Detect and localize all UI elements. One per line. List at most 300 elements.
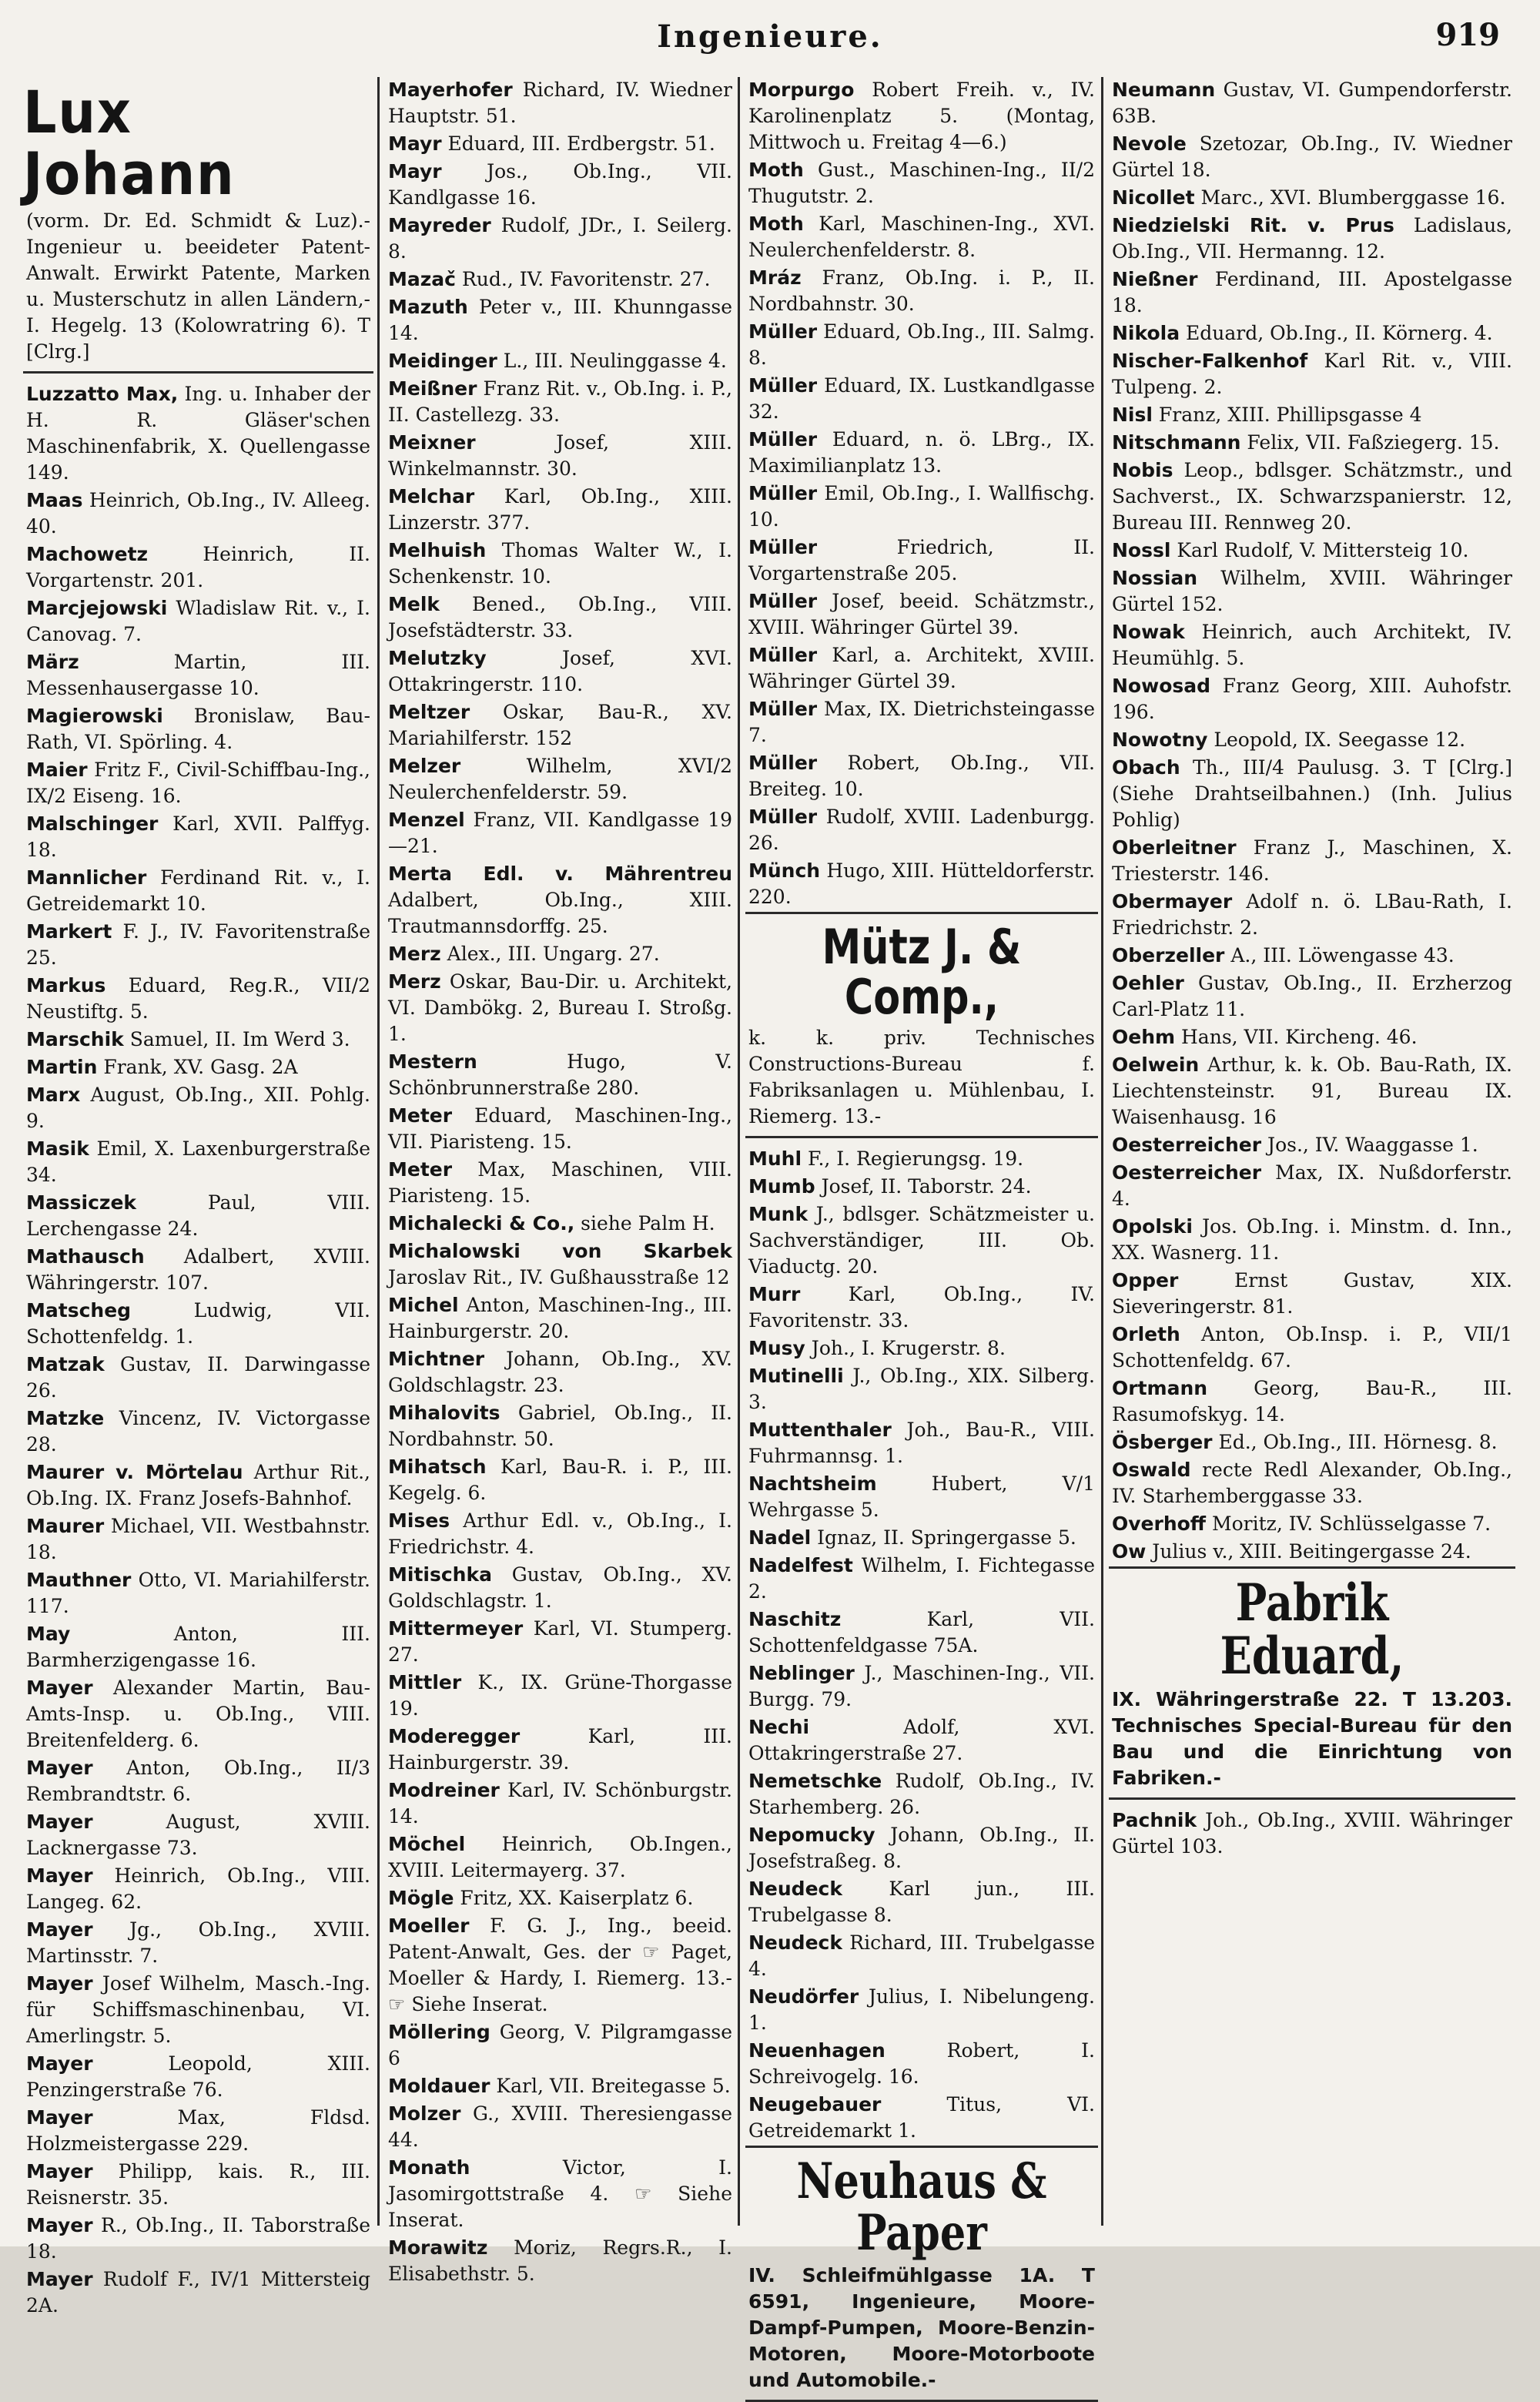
- directory-entry: [1109, 457, 1515, 536]
- entry-text: Johann, Ob.Ing., XV. Goldschlagstr. 23.: [388, 1348, 732, 1396]
- entry-text: Wilhelm, XVIII. Währinger Gürtel 152.: [1112, 567, 1512, 615]
- entry-name: Mises: [388, 1509, 450, 1532]
- entry-text: Rudolf, Ob.Ing., IV. Starhemberg. 26.: [748, 1770, 1095, 1819]
- directory-entry: [23, 1352, 373, 1404]
- entry-name: Nowosad: [1112, 675, 1211, 697]
- entry-name: Mayer: [26, 1756, 93, 1779]
- entry-text: Georg, V. Pilgramgasse 6: [388, 2021, 732, 2069]
- entry-name: Maurer: [26, 1514, 105, 1537]
- entry-name: Luzzatto Max,: [26, 382, 179, 405]
- entry-text: Karl Rit. v., VIII. Tulpeng. 2.: [1112, 350, 1512, 398]
- directory-entry: [23, 1863, 373, 1915]
- directory-entry: [23, 487, 373, 540]
- entry-name: Mayr: [388, 160, 442, 183]
- entry-text: Max, Maschinen, VIII. Piaristeng. 15.: [388, 1158, 732, 1207]
- entry-name: Münch: [748, 859, 821, 882]
- entry-text: Max, IX. Nußdorferstr. 4.: [1112, 1161, 1512, 1210]
- entry-text: Ludwig, VII. Schottenfeldg. 1.: [26, 1298, 370, 1348]
- directory-entry: [1109, 970, 1515, 1023]
- entry-text: Alex., III. Ungarg. 27.: [440, 943, 660, 965]
- entry-name: Nechi: [748, 1716, 810, 1739]
- entry-text: Ferdinand Rit. v., I. Getreidemarkt 10.: [26, 866, 370, 915]
- directory-entry: [1109, 1132, 1515, 1158]
- entry-text: L., III. Neulinggasse 4.: [497, 350, 727, 372]
- directory-entry: [23, 811, 373, 863]
- directory-entry: [745, 1417, 1098, 1469]
- entry-name: Neudeck: [748, 1878, 842, 1901]
- entry-name: Meter: [388, 1104, 453, 1127]
- entry-name: Mutinelli: [748, 1365, 844, 1388]
- entry-name: Moth: [748, 159, 804, 181]
- entry-name: Oswald: [1112, 1459, 1191, 1481]
- entry-text: Moriz, Regrs.R., I. Elisabethstr. 5.: [388, 2236, 732, 2285]
- directory-entry: [745, 319, 1098, 371]
- entry-name: Ösberger: [1112, 1431, 1213, 1453]
- entry-text: Jaroslav Rit., IV. Gußhausstraße 12: [388, 1266, 730, 1288]
- entry-text: Adalbert, Ob.Ing., XIII. Trautmannsdorffg. 25.: [388, 889, 732, 937]
- entry-name: Oelwein: [1112, 1054, 1200, 1076]
- entry-text: Arthur Edl. v., Ob.Ing., I. Friedrichstr. 4.: [388, 1509, 732, 1558]
- entry-text: Karl, IV. Schönburgstr. 14.: [388, 1779, 732, 1827]
- directory-entry: [745, 1335, 1098, 1362]
- directory-entry: [1109, 1268, 1515, 1320]
- entry-name: Nicollet: [1112, 186, 1195, 209]
- directory-entry: [385, 1292, 735, 1345]
- entry-text: Wilhelm, XVI/2 Neulerchenfelderstr. 59.: [388, 755, 732, 803]
- entry-text: Robert Freih. v., IV. Karolinenplatz 5. (Montag, Mittwoch u. Freitag 4—6.): [748, 79, 1095, 153]
- entry-text: Moritz, IV. Schlüsselgasse 7.: [1206, 1513, 1491, 1535]
- entry-text: Anton, III. Barmherzigengasse 16.: [26, 1622, 370, 1671]
- directory-entry: [745, 1174, 1098, 1200]
- directory-entry: [23, 1027, 373, 1053]
- directory-entry: [385, 1400, 735, 1452]
- directory-entry: [385, 2019, 735, 2072]
- directory-entry: [23, 2159, 373, 2211]
- entry-name: Moth: [748, 213, 804, 235]
- directory-entry: [1109, 185, 1515, 211]
- entry-name: Menzel: [388, 809, 465, 831]
- page-title: Ingenieure.: [657, 18, 883, 55]
- entry-text: Franz Rit. v., Ob.Ing. i. P., II. Castellezg. 33.: [388, 377, 732, 426]
- directory-entry: [745, 1525, 1098, 1551]
- entry-text: Karl, VII. Schottenfeldgasse 75A.: [748, 1608, 1095, 1657]
- directory-entry: [385, 2235, 735, 2287]
- entry-name: Marcjejowski: [26, 596, 168, 619]
- entry-name: Molzer: [388, 2102, 461, 2125]
- entry-name: Nadelfest: [748, 1554, 853, 1577]
- entry-name: Nossl: [1112, 539, 1171, 561]
- column-4: [1109, 77, 1515, 2229]
- entry-text: Heinrich, Ob.Ing., IV. Alleeg. 40.: [26, 488, 370, 538]
- entry-name: Neudeck: [748, 1931, 842, 1955]
- directory-entry: [1109, 755, 1515, 833]
- ad-headline: Neuhaus & Paper: [796, 2152, 1047, 2263]
- entry-text: Fritz, XX. Kaiserplatz 6.: [454, 1887, 694, 1909]
- entry-text: J., bdlsger. Schätzmeister u. Sachverständiger, III. Ob. Viaductg. 20.: [748, 1203, 1095, 1278]
- entry-name: Oesterreicher: [1112, 1161, 1262, 1184]
- ad-headline: Pabrik Eduard,: [1220, 1573, 1404, 1687]
- entry-text: Franz Georg, XIII. Auhofstr. 196.: [1112, 675, 1512, 723]
- entry-text: Eduard, IX. Lustkandlgasse 32.: [748, 374, 1095, 423]
- directory-entry: [1109, 889, 1515, 941]
- entry-name: Maurer v. Mörtelau: [26, 1460, 243, 1483]
- directory-entry: [1109, 673, 1515, 725]
- directory-entry: [23, 1190, 373, 1242]
- entry-text: Max, Fldsd. Holzmeistergasse 229.: [26, 2106, 370, 2155]
- directory-entry: [385, 2155, 735, 2233]
- directory-entry: [1109, 538, 1515, 564]
- entry-name: Niedzielski Rit. v. Prus: [1112, 214, 1394, 236]
- directory-entry: [745, 427, 1098, 479]
- directory-entry: [23, 1054, 373, 1080]
- entry-text: Jos., IV. Waaggasse 1.: [1261, 1134, 1478, 1156]
- entry-name: Mauthner: [26, 1568, 132, 1591]
- entry-text: Fritz F., Civil-Schiffbau-Ing., IX/2 Eiseng. 16.: [26, 758, 370, 807]
- entry-text: Gabriel, Ob.Ing., II. Nordbahnstr. 50.: [388, 1402, 732, 1450]
- entry-text: Peter v., III. Khunngasse 14.: [388, 296, 732, 344]
- entry-name: Müller: [748, 806, 818, 828]
- directory-entry: [385, 159, 735, 211]
- entry-name: Möchel: [388, 1833, 466, 1855]
- entry-name: Muhl: [748, 1147, 802, 1171]
- directory-entry: [23, 2105, 373, 2157]
- directory-entry: [385, 591, 735, 644]
- directory-entry: [385, 753, 735, 806]
- entry-name: Marx: [26, 1083, 81, 1106]
- directory-entry: [1109, 835, 1515, 887]
- entry-name: Markus: [26, 973, 106, 997]
- entry-name: Müller: [748, 590, 818, 612]
- entry-name: Marschik: [26, 1027, 124, 1050]
- entry-name: Nevole: [1112, 132, 1187, 155]
- column-divider: [738, 77, 740, 2226]
- entry-name: Overhoff: [1112, 1513, 1207, 1535]
- entry-name: Mathausch: [26, 1245, 145, 1268]
- entry-text: Max, IX. Dietrichsteingasse 7.: [748, 698, 1095, 746]
- entry-text: Bronislaw, Bau-Rath, VI. Spörling. 4.: [26, 704, 370, 753]
- column-2: [385, 77, 735, 2285]
- directory-entry: [23, 1567, 373, 1620]
- entry-name: Mayer: [26, 1810, 93, 1833]
- entry-text: Hugo, V. Schönbrunnerstraße 280.: [388, 1050, 732, 1099]
- directory-entry: [745, 1201, 1098, 1280]
- entry-name: Melzer: [388, 755, 461, 777]
- directory-entry: [745, 858, 1098, 910]
- entry-text: Richard, IV. Wiedner Hauptstr. 51.: [388, 79, 732, 127]
- directory-entry: [385, 1211, 735, 1237]
- entry-name: Nowak: [1112, 621, 1185, 643]
- entry-text: Arthur Rit., Ob.Ing. IX. Franz Josefs-Bahnhof.: [26, 1460, 370, 1509]
- entry-name: Moldauer: [388, 2075, 490, 2097]
- entry-name: Mazuth: [388, 296, 468, 318]
- entry-text: Emil, X. Laxenburgerstraße 34.: [26, 1137, 370, 1186]
- directory-entry: [385, 538, 735, 590]
- entry-text: F., I. Regierungsg. 19.: [802, 1147, 1024, 1171]
- entry-name: Meixner: [388, 431, 476, 454]
- entry-text: Marc., XVI. Blumberggasse 16.: [1194, 186, 1506, 209]
- entry-text: Julius, I. Nibelungeng. 1.: [748, 1985, 1095, 2035]
- entry-list: [1109, 77, 1515, 1565]
- ad-text: k. k. priv. Technisches Constructions-Bureau f. Fabriksanlagen u. Mühlenbau, I. Riemerg. 13.-: [748, 1027, 1095, 1128]
- entry-text: Oskar, Bau-Dir. u. Architekt, VI. Dambökg. 2, Bureau I. Stroßg. 1.: [388, 970, 732, 1045]
- entry-name: Muttenthaler: [748, 1419, 892, 1442]
- entry-text: Emil, Ob.Ing., I. Wallfischg. 10.: [748, 482, 1095, 531]
- entry-name: Oehler: [1112, 972, 1184, 994]
- entry-name: Müller: [748, 482, 818, 504]
- directory-entry: [23, 1459, 373, 1512]
- entry-name: Machowetz: [26, 542, 149, 565]
- directory-entry: [1109, 619, 1515, 672]
- directory-entry: [385, 1049, 735, 1101]
- directory-entry: [385, 1885, 735, 1911]
- directory-entry: [385, 861, 735, 940]
- entry-name: Mayerhofer: [388, 79, 513, 101]
- entry-text: Anton, Ob.Ing., II/3 Rembrandtstr. 6.: [26, 1756, 370, 1805]
- entry-name: Matzke: [26, 1406, 105, 1429]
- directory-entry: [1109, 213, 1515, 265]
- directory-entry: [23, 1082, 373, 1134]
- directory-entry: [1109, 1375, 1515, 1428]
- directory-entry: [745, 77, 1098, 156]
- directory-entry: [1109, 320, 1515, 347]
- page-number: 919: [1435, 17, 1500, 53]
- entry-text: G., XVIII. Theresiengasse 44.: [388, 2102, 732, 2151]
- directory-entry: [385, 1238, 735, 1291]
- directory-entry: [1109, 348, 1515, 400]
- column-1: [23, 77, 373, 2317]
- ad-headline: Lux Johann: [23, 78, 236, 208]
- ad-text: (vorm. Dr. Ed. Schmidt & Luz).-Ingenieur u. beeideter Patent-Anwalt. Erwirkt Patente, Marken u. Musterschutz in allen Ländern,- I. Hegelg. 13 (Kolowratring 6). T [Clrg.]: [26, 209, 370, 363]
- entry-name: Mayer: [26, 1972, 93, 1995]
- directory-entry: [385, 1724, 735, 1776]
- directory-entry: [23, 1917, 373, 1969]
- entry-text: Joh., Bau-R., VIII. Fuhrmannsg. 1.: [748, 1419, 1095, 1468]
- entry-name: Modreiner: [388, 1779, 500, 1801]
- entry-text: Franz, XIII. Phillipsgasse 4: [1152, 404, 1422, 426]
- entry-text: Hubert, V/1 Wehrgasse 5.: [748, 1472, 1095, 1522]
- entry-text: Eduard, n. ö. LBrg., IX. Maximilianplatz 13.: [748, 428, 1095, 477]
- directory-entry: [745, 1146, 1098, 1172]
- entry-name: Müller: [748, 320, 818, 343]
- page-header: [0, 14, 1540, 60]
- directory-entry: [23, 1675, 373, 1754]
- entry-name: Meißner: [388, 377, 477, 400]
- entry-text: Gustav, Ob.Ing., XV. Goldschlagstr. 1.: [388, 1563, 732, 1612]
- entry-text: J., Maschinen-Ing., VII. Burgg. 79.: [748, 1662, 1095, 1711]
- entry-text: Eduard, III. Erdbergstr. 51.: [441, 132, 715, 155]
- entry-name: Ortmann: [1112, 1377, 1208, 1399]
- entry-name: Markert: [26, 920, 112, 943]
- entry-name: Morawitz: [388, 2236, 488, 2259]
- directory-entry: [745, 211, 1098, 263]
- entry-name: Mannlicher: [26, 866, 147, 889]
- entry-name: Neugebauer: [748, 2093, 882, 2116]
- entry-name: Meidinger: [388, 350, 497, 372]
- directory-entry: [385, 213, 735, 265]
- directory-entry: [745, 265, 1098, 317]
- entry-text: Alexander Martin, Bau-Amts-Insp. u. Ob.Ing., VIII. Breitenfelderg. 6.: [26, 1676, 370, 1751]
- entry-name: Melhuish: [388, 539, 487, 561]
- entry-text: Ferdinand, III. Apostelgasse 18.: [1112, 268, 1512, 317]
- entry-text: Otto, VI. Mariahilferstr. 117.: [26, 1568, 370, 1617]
- entry-text: Karl, a. Architekt, XVIII. Währinger Gürtel 39.: [748, 644, 1095, 692]
- directory-entry: [385, 266, 735, 293]
- directory-entry: [1109, 1429, 1515, 1456]
- entry-text: Wilhelm, I. Fichtegasse 2.: [748, 1554, 1095, 1603]
- entry-name: Michel: [388, 1294, 459, 1316]
- entry-text: Karl, Ob.Ing., IV. Favoritenstr. 33.: [748, 1283, 1095, 1332]
- directory-entry: [23, 1621, 373, 1673]
- ad-headline: Mütz J. & Comp.,: [822, 919, 1022, 1026]
- entry-text: Philipp, kais. R., III. Reisnerstr. 35.: [26, 2159, 370, 2209]
- entry-name: Mihatsch: [388, 1456, 487, 1478]
- directory-entry: [23, 2213, 373, 2265]
- entry-text: Josef, XIII. Winkelmannstr. 30.: [388, 431, 732, 480]
- entry-text: Karl jun., III. Trubelgasse 8.: [748, 1878, 1095, 1927]
- entry-text: Gust., Maschinen-Ing., II/2 Thugutstr. 2.: [748, 159, 1095, 207]
- entry-name: Maier: [26, 758, 88, 781]
- directory-entry: [385, 484, 735, 536]
- entry-text: Karl, III. Hainburgerstr. 39.: [388, 1725, 732, 1774]
- entry-text: Franz, Ob.Ing. i. P., II. Nordbahnstr. 30.: [748, 266, 1095, 315]
- directory-entry: [1109, 943, 1515, 969]
- entry-name: Martin: [26, 1055, 98, 1078]
- entry-text: Robert, Ob.Ing., VII. Breiteg. 10.: [748, 752, 1095, 800]
- entry-text: Titus, VI. Getreidemarkt 1.: [748, 2093, 1095, 2142]
- entry-text: Ignaz, II. Springergasse 5.: [811, 1526, 1076, 1549]
- entry-name: Mayer: [26, 2213, 93, 2236]
- entry-name: Müller: [748, 536, 818, 558]
- directory-entry: [745, 2038, 1098, 2090]
- directory-entry: [385, 1103, 735, 1155]
- entry-name: Meltzer: [388, 701, 470, 723]
- entry-name: Nitschmann: [1112, 431, 1241, 454]
- entry-name: Mayer: [26, 2159, 93, 2183]
- entry-text: Richard, III. Trubelgasse 4.: [748, 1931, 1095, 1981]
- advertisement-pabrik: [1109, 1566, 1515, 1800]
- entry-list: [1109, 1807, 1515, 1860]
- directory-entry: [745, 1822, 1098, 1874]
- directory-entry: [1109, 727, 1515, 753]
- directory-entry: [385, 1454, 735, 1506]
- entry-name: Monath: [388, 2156, 470, 2179]
- directory-entry: [385, 77, 735, 129]
- entry-name: Nadel: [748, 1526, 812, 1549]
- directory-entry: [385, 699, 735, 752]
- entry-name: Mayer: [26, 1864, 93, 1887]
- entry-text: J., Ob.Ing., XIX. Silberg. 3.: [748, 1365, 1095, 1414]
- entry-text: Karl, VI. Stumperg. 27.: [388, 1617, 732, 1666]
- directory-entry: [385, 1913, 735, 2018]
- directory-entry: [745, 1553, 1098, 1605]
- entry-text: Rudolf F., IV/1 Mittersteig 2A.: [26, 2267, 370, 2317]
- entry-name: Melchar: [388, 485, 475, 508]
- entry-text: Adolf n. ö. LBau-Rath, I. Friedrichstr. 2.: [1112, 890, 1512, 939]
- entry-name: Oehm: [1112, 1026, 1176, 1048]
- entry-text: Josef Wilhelm, Masch.-Ing. für Schiffsmaschinenbau, VI. Amerlingstr. 5.: [26, 1972, 370, 2047]
- directory-entry: [745, 1930, 1098, 1982]
- entry-name: Merta Edl. v. Mährentreu: [388, 863, 732, 885]
- directory-entry: [745, 1984, 1098, 2036]
- entry-text: Joh., I. Krugerstr. 8.: [805, 1337, 1006, 1360]
- entry-text: Eduard, Maschinen-Ing., VII. Piaristeng. 15.: [388, 1104, 732, 1153]
- entry-text: Leopold, XIII. Penzingerstraße 76.: [26, 2052, 370, 2101]
- entry-list: [385, 77, 735, 2287]
- directory-entry: [23, 2266, 373, 2319]
- directory-entry: [1109, 1511, 1515, 1537]
- directory-entry: [385, 1616, 735, 1668]
- directory-entry: [385, 1346, 735, 1399]
- directory-entry: [1109, 1214, 1515, 1266]
- directory-entry: [385, 1777, 735, 1830]
- entry-name: Müller: [748, 428, 818, 451]
- entry-name: Nobis: [1112, 459, 1173, 481]
- entry-name: Obermayer: [1112, 890, 1233, 913]
- directory-entry: [745, 750, 1098, 802]
- column-3: [745, 77, 1098, 2391]
- entry-name: Murr: [748, 1283, 801, 1306]
- entry-text: Paul, VIII. Lerchengasse 24.: [26, 1191, 370, 1240]
- entry-name: Müller: [748, 698, 818, 720]
- advertisement-lux: [23, 78, 373, 374]
- entry-name: Oberleitner: [1112, 836, 1237, 859]
- entry-name: Masik: [26, 1137, 89, 1160]
- entry-text: Thomas Walter W., I. Schenkenstr. 10.: [388, 539, 732, 588]
- entry-name: Mayer: [26, 2106, 93, 2129]
- entry-name: Melk: [388, 593, 440, 615]
- directory-entry: [23, 757, 373, 809]
- entry-name: Mráz: [748, 266, 802, 289]
- directory-entry: [385, 807, 735, 859]
- entry-name: Merz: [388, 970, 441, 993]
- directory-entry: [745, 696, 1098, 749]
- advertisement-neuhaus: [745, 2146, 1098, 2401]
- entry-name: Mumb: [748, 1175, 815, 1198]
- directory-entry: [23, 1244, 373, 1296]
- entry-name: Massiczek: [26, 1191, 137, 1214]
- entry-text: Eduard, Ob.Ing., III. Salmg. 8.: [748, 320, 1095, 369]
- entry-text: Michael, VII. Westbahnstr. 18.: [26, 1514, 370, 1563]
- entry-text: Josef, II. Taborstr. 24.: [815, 1175, 1032, 1198]
- directory-entry: [23, 865, 373, 917]
- entry-text: Joh., Ob.Ing., XVIII. Währinger Gürtel 103.: [1112, 1808, 1512, 1858]
- entry-name: Mestern: [388, 1050, 477, 1073]
- entry-name: Oberzeller: [1112, 944, 1225, 966]
- entry-name: Matzak: [26, 1352, 105, 1375]
- entry-text: Heinrich, Ob.Ingen., XVIII. Leitermayerg. 37.: [388, 1833, 732, 1881]
- directory-entry: [385, 1157, 735, 1209]
- entry-text: Gustav, VI. Gumpendorferstr. 63B.: [1112, 79, 1512, 127]
- directory-entry: [23, 1298, 373, 1350]
- ad-text: IV. Schleifmühlgasse 1A. T 6591, Ingenieure, Moore-Dampf-Pumpen, Moore-Benzin-Motoren, Moore-Motorboote und Automobile.-: [748, 2263, 1095, 2391]
- entry-text: Martin, III. Messenhausergasse 10.: [26, 650, 370, 699]
- directory-entry: [745, 1660, 1098, 1713]
- entry-name: Mihalovits: [388, 1402, 500, 1424]
- entry-name: Müller: [748, 644, 818, 666]
- entry-text: Ladislaus, Ob.Ing., VII. Hermanng. 12.: [1112, 214, 1513, 263]
- entry-name: May: [26, 1622, 71, 1645]
- directory-entry: [1109, 266, 1515, 319]
- directory-entry: [745, 588, 1098, 641]
- entry-name: Nikola: [1112, 322, 1180, 344]
- entry-name: Nowotny: [1112, 729, 1208, 751]
- entry-name: Mayer: [26, 1676, 93, 1699]
- directory-entry: [1109, 402, 1515, 428]
- entry-text: Vincenz, IV. Victorgasse 28.: [26, 1406, 370, 1456]
- directory-entry: [23, 973, 373, 1025]
- directory-entry: [23, 919, 373, 971]
- entry-name: Mayreder: [388, 214, 491, 236]
